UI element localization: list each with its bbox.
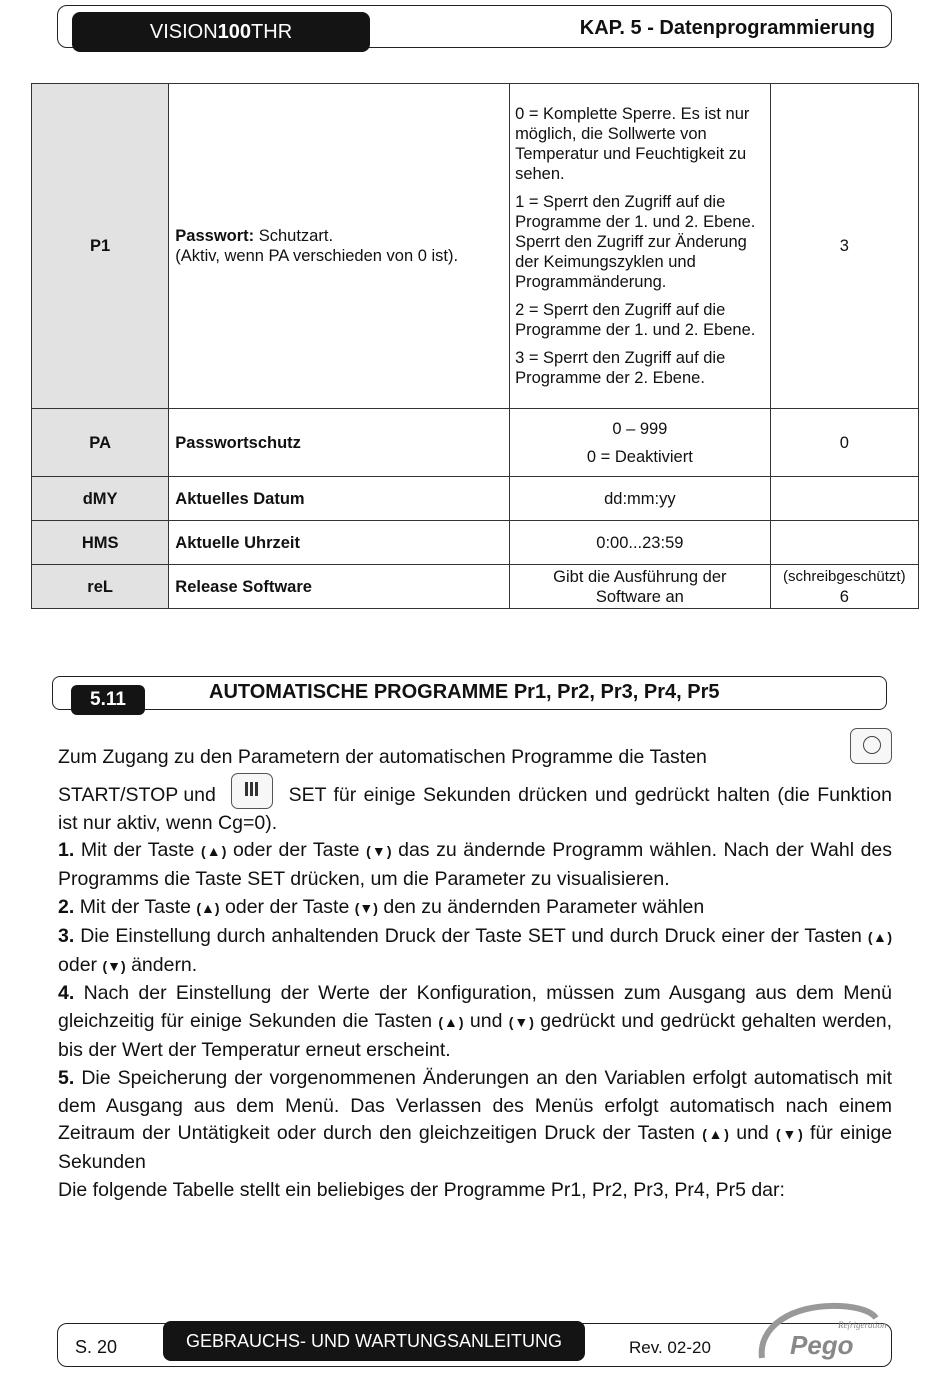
step-1 — [58, 837, 892, 894]
up-arrow-icon: (▲) — [867, 928, 893, 945]
range-line: 0 – 999 — [612, 419, 668, 438]
step-text: gedrückt und gedrückt gehalten werden, bis der Wert der Temperatur erneut erscheint. — [58, 1010, 893, 1061]
page-number: S. 20 — [75, 1337, 118, 1357]
param-code: reL — [32, 565, 169, 609]
up-arrow-icon: (▲) — [196, 899, 220, 916]
step-number: 2. — [58, 895, 75, 918]
body-text — [58, 744, 892, 1205]
step-number: 5. — [58, 1066, 75, 1089]
desc-bold: Passwort: — [175, 227, 255, 245]
start-stop-key-icon — [850, 728, 892, 764]
step-4 — [58, 980, 892, 1064]
param-description — [169, 84, 510, 409]
param-description: Aktuelle Uhrzeit — [169, 521, 510, 565]
step-text: Mit der Taste — [79, 895, 191, 918]
param-default — [770, 477, 918, 521]
intro-b: START/STOP und — [58, 783, 216, 806]
desc-line2: (Aktiv, wenn PA verschieden von 0 ist). — [175, 247, 459, 265]
range-part: Sperrt den Zugriff zur Änderung der Keimungszyklen und Programmänderung. — [515, 233, 747, 291]
up-arrow-icon: (▲) — [438, 1014, 464, 1031]
step-number: 4. — [58, 982, 75, 1005]
step-5 — [58, 1065, 892, 1177]
step-2 — [58, 894, 892, 923]
param-default — [770, 521, 918, 565]
up-arrow-icon: (▲) — [200, 843, 227, 860]
up-arrow-icon: (▲) — [702, 1126, 729, 1143]
step-text: das zu ändernde Programm wählen. Nach der Wahl des Programms die Taste SET drücken, um die Parameter zu visualisieren. — [58, 839, 893, 891]
param-description: Passwortschutz — [169, 409, 510, 477]
param-range — [510, 409, 771, 477]
param-default: 0 — [770, 409, 918, 477]
pego-logo-icon — [750, 1298, 887, 1362]
range-part: 1 = Sperrt den Zugriff auf die Programme der 1. und 2. Ebene. — [515, 193, 756, 231]
logo-text: Pego — [790, 1330, 854, 1360]
default-line: 6 — [839, 587, 849, 606]
range-part: 0 = Komplette Sperre. Es ist nur möglich, die Sollwerte von Temperatur und Feuchtigkeit zu sehen. — [515, 105, 750, 183]
section-title: AUTOMATISCHE PROGRAMME Pr1, Pr2, Pr3, Pr4, Pr5 — [209, 681, 720, 703]
section-number: 5.11 — [71, 685, 145, 715]
param-code: PA — [32, 409, 169, 477]
step-text: für einige Sekunden — [58, 1122, 893, 1174]
step-text: Die Einstellung durch anhaltenden Druck der Taste SET und durch Druck einer der Tasten — [80, 924, 862, 947]
step-text: und — [736, 1122, 769, 1145]
range-line: Software an — [595, 587, 684, 606]
step-text: oder der Taste — [225, 895, 350, 918]
param-range: 0:00...23:59 — [510, 521, 771, 565]
step-3 — [58, 923, 892, 981]
step-number: 1. — [58, 839, 75, 862]
logo-sub: Refrigeration — [838, 1320, 887, 1330]
product-bold: 100 — [217, 20, 252, 43]
revision: Rev. 02-20 — [629, 1338, 711, 1357]
intro-paragraph — [58, 744, 892, 837]
default-line: (schreibgeschützt) — [783, 567, 906, 585]
down-arrow-icon: (▼) — [102, 957, 126, 974]
down-arrow-icon: (▼) — [354, 899, 378, 916]
param-description: Release Software — [169, 565, 510, 609]
step-text: oder der Taste — [232, 839, 360, 862]
intro-a: Zum Zugang zu den Parametern der automatischen Programme die Tasten — [58, 746, 707, 768]
step-text: Die Speicherung der vorgenommenen Änderungen an den Variablen erfolgt automatisch mit dem Ausgang aus dem Menü. Das Verlassen des Menüs erfolgt automatisch nach einem Zeitraum der Untätigkeit oder durch den gleichzeitigen Druck der Tasten — [58, 1066, 892, 1145]
param-description: Aktuelles Datum — [169, 477, 510, 521]
param-default — [770, 565, 918, 609]
step-text: oder — [58, 953, 98, 976]
step-text: und — [469, 1010, 503, 1033]
param-code: P1 — [32, 84, 169, 409]
down-arrow-icon: (▼) — [776, 1126, 803, 1143]
chapter-title: KAP. 5 - Datenprogrammierung — [579, 17, 875, 39]
intro-c: SET für einige Sekunden drücken und gedrückt halten (die Funktion ist nur aktiv, wenn Cg=0). — [58, 783, 892, 834]
step-text: Nach der Einstellung der Werte der Konfiguration, müssen zum Ausgang aus dem Menü gleichzeitig für einige Sekunden die Tasten — [58, 982, 892, 1033]
step-number: 3. — [58, 924, 75, 947]
down-arrow-icon: (▼) — [366, 843, 392, 860]
set-key-icon — [231, 773, 273, 809]
param-range — [510, 84, 771, 409]
table-row — [32, 84, 919, 409]
range-part: 3 = Sperrt den Zugriff auf die Programme der 2. Ebene. — [515, 349, 726, 387]
step-text: ändern. — [131, 953, 198, 976]
param-range — [510, 565, 771, 609]
closing-line: Die folgende Tabelle stellt ein beliebiges der Programme Pr1, Pr2, Pr3, Pr4, Pr5 dar: — [58, 1178, 785, 1201]
step-text: den zu ändernden Parameter wählen — [383, 895, 705, 918]
param-code: dMY — [32, 477, 169, 521]
table-row — [32, 565, 919, 609]
range-line: 0 = Deaktiviert — [586, 447, 693, 466]
table-row — [32, 409, 919, 477]
param-default: 3 — [770, 84, 918, 409]
desc-text: Schutzart. — [254, 227, 334, 245]
product-prefix: VISION — [149, 20, 218, 43]
step-text: Mit der Taste — [80, 839, 195, 862]
range-part: 2 = Sperrt den Zugriff auf die Programme der 1. und 2. Ebene. — [515, 301, 756, 339]
table-row — [32, 521, 919, 565]
product-suffix: THR — [251, 20, 293, 43]
manual-title: GEBRAUCHS- UND WARTUNGSANLEITUNG — [163, 1321, 585, 1361]
down-arrow-icon: (▼) — [508, 1014, 534, 1031]
parameter-table — [31, 83, 919, 609]
table-row — [32, 477, 919, 521]
param-code: HMS — [32, 521, 169, 565]
product-tab — [72, 12, 370, 52]
param-range: dd:mm:yy — [510, 477, 771, 521]
range-line: Gibt die Ausführung der — [553, 567, 727, 586]
